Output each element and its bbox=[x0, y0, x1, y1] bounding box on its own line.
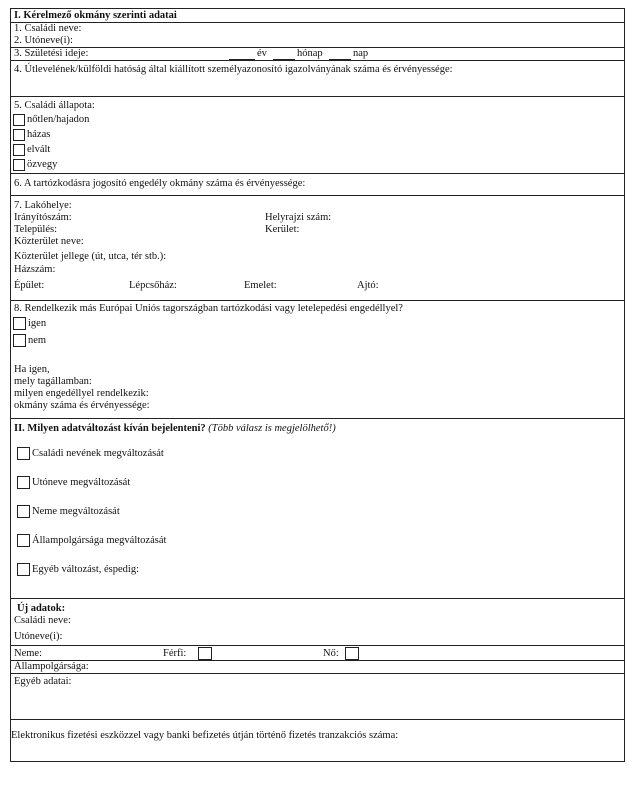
checkbox[interactable] bbox=[13, 317, 26, 330]
marital-status-label: 5. Családi állapota: bbox=[14, 100, 95, 111]
checkbox[interactable] bbox=[13, 159, 25, 171]
checkbox[interactable] bbox=[17, 476, 30, 489]
settlement-row bbox=[11, 224, 624, 236]
which-state-label: mely tagállamban: bbox=[14, 376, 92, 387]
house-no-label: Házszám: bbox=[14, 264, 56, 275]
new-sex-row bbox=[11, 646, 624, 661]
new-citizenship-label: Állampolgársága: bbox=[14, 661, 89, 672]
street-type-label: Közterület jellege (út, utca, tér stb.): bbox=[14, 251, 167, 262]
district-label: Kerület: bbox=[265, 224, 300, 235]
payment-row bbox=[11, 720, 624, 761]
eu-permit-row bbox=[11, 301, 624, 419]
month-blank[interactable] bbox=[273, 49, 295, 60]
eu-permit-no[interactable]: nem bbox=[11, 332, 624, 349]
marital-option-single[interactable]: nőtlen/hajadon bbox=[11, 112, 624, 127]
eu-permit-label: 8. Rendelkezik más Európai Uniós tagországban tartózkodási vagy letelepedési engedéllyel? bbox=[14, 303, 403, 314]
section1-title: I. Kérelmező okmány szerinti adatai bbox=[11, 9, 624, 23]
doc-number-label: okmány száma és érvényessége: bbox=[14, 400, 150, 411]
year-label: év bbox=[257, 48, 267, 59]
given-name-label: 2. Utóneve(i): bbox=[14, 35, 73, 46]
day-label: nap bbox=[353, 48, 369, 59]
birth-date-label: 3. Születési ideje: bbox=[14, 48, 89, 59]
marital-option-married[interactable]: házas bbox=[11, 127, 624, 142]
change-option-given-name[interactable]: Utóneve megváltozását bbox=[11, 468, 624, 497]
spacer bbox=[11, 349, 624, 364]
checkbox[interactable] bbox=[13, 129, 25, 141]
change-option-other[interactable]: Egyéb változást, éspedig: bbox=[11, 555, 624, 584]
checkbox[interactable] bbox=[13, 114, 25, 126]
checkbox[interactable] bbox=[17, 534, 30, 547]
new-given-name-label: Utóneve(i): bbox=[14, 631, 63, 642]
new-other-row bbox=[11, 674, 624, 720]
application-form bbox=[10, 8, 625, 762]
change-option-citizenship[interactable]: Állampolgársága megváltozását bbox=[11, 526, 624, 555]
family-name-label: 1. Családi neve: bbox=[14, 23, 82, 34]
male-checkbox[interactable] bbox=[198, 647, 212, 660]
new-citizenship-row bbox=[11, 661, 624, 674]
new-sex-label: Neme: bbox=[14, 648, 42, 659]
marital-option-widowed[interactable]: özvegy bbox=[11, 157, 624, 172]
if-yes-label: Ha igen, bbox=[14, 364, 50, 375]
payment-label: Elektronikus fizetési eszközzel vagy banki befizetés útján történő fizetés tranzakciós száma: bbox=[11, 730, 399, 741]
new-data-names bbox=[11, 599, 624, 646]
which-permit-label: milyen engedéllyel rendelkezik: bbox=[14, 388, 149, 399]
section2-hint: (Több válasz is megjelölhető!) bbox=[208, 423, 336, 434]
female-checkbox[interactable] bbox=[345, 647, 359, 660]
section2 bbox=[11, 419, 624, 599]
section2-title-row bbox=[11, 423, 624, 435]
change-option-family-name[interactable]: Családi nevének megváltozását bbox=[11, 439, 624, 468]
marital-option-divorced[interactable]: elvált bbox=[11, 142, 624, 157]
door-label: Ajtó: bbox=[357, 280, 379, 291]
passport-row bbox=[11, 61, 624, 97]
staircase-label: Lépcsőház: bbox=[129, 280, 177, 291]
section2-title: II. Milyen adatváltozást kíván bejelenteni? bbox=[14, 423, 206, 434]
checkbox[interactable] bbox=[17, 447, 30, 460]
new-family-name-label: Családi neve: bbox=[14, 615, 71, 626]
new-data-title: Új adatok: bbox=[17, 603, 66, 614]
new-other-label: Egyéb adatai: bbox=[14, 676, 72, 687]
address-label: 7. Lakóhelye: bbox=[14, 200, 72, 211]
street-name-label: Közterület neve: bbox=[14, 236, 84, 247]
section1-header bbox=[11, 9, 624, 48]
day-blank[interactable] bbox=[329, 49, 351, 60]
male-label: Férfi: bbox=[163, 648, 187, 659]
floor-label: Emelet: bbox=[244, 280, 277, 291]
birth-date-row bbox=[11, 48, 624, 61]
checkbox[interactable] bbox=[13, 334, 26, 347]
building-row bbox=[11, 280, 624, 292]
marital-status-row bbox=[11, 97, 624, 174]
passport-label: 4. Útlevelének/külföldi hatóság által kiállított személyazonosító igazolványának száma és érvényessége: bbox=[14, 64, 453, 75]
checkbox[interactable] bbox=[17, 505, 30, 518]
eu-permit-yes[interactable]: igen bbox=[11, 315, 624, 332]
settlement-label: Település: bbox=[14, 224, 57, 235]
checkbox[interactable] bbox=[17, 563, 30, 576]
zip-label: Irányítószám: bbox=[14, 212, 72, 223]
residence-permit-row bbox=[11, 174, 624, 196]
checkbox[interactable] bbox=[13, 144, 25, 156]
month-label: hónap bbox=[297, 48, 323, 59]
parcel-label: Helyrajzi szám: bbox=[265, 212, 332, 223]
female-label: Nő: bbox=[323, 648, 339, 659]
building-label: Épület: bbox=[14, 280, 45, 291]
residence-permit-label: 6. A tartózkodásra jogosító engedély okmány száma és érvényessége: bbox=[14, 178, 306, 189]
zip-row bbox=[11, 212, 624, 224]
change-option-sex[interactable]: Neme megváltozását bbox=[11, 497, 624, 526]
address-row bbox=[11, 196, 624, 301]
year-blank[interactable] bbox=[229, 49, 255, 60]
